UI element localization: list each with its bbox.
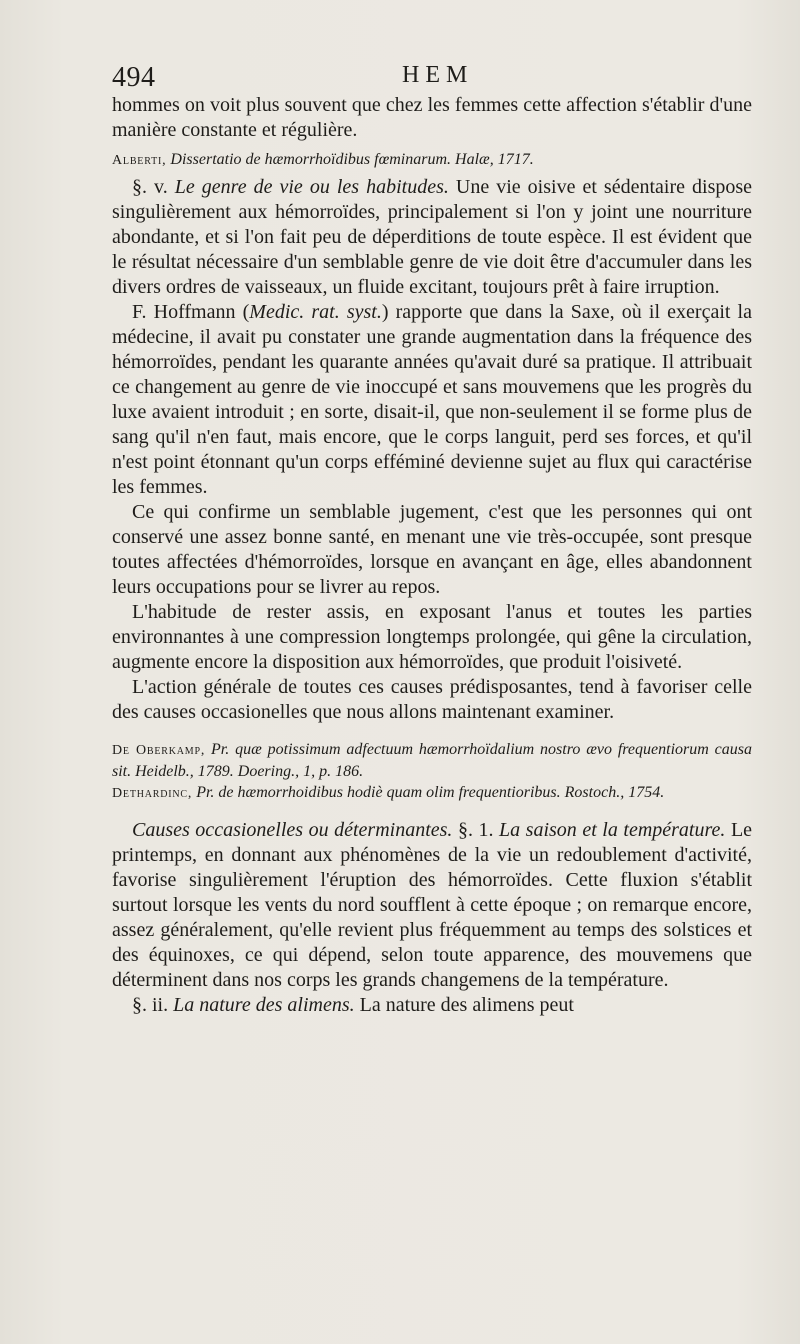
paragraph-nature-alimens [112, 993, 752, 1018]
reference-author: Alberti, [112, 153, 167, 168]
reference-author: Dethardinc, [112, 786, 193, 801]
paragraph-action-generale [112, 675, 752, 725]
paragraph-text: La nature des alimens peut [359, 994, 574, 1016]
paragraph-jugement [112, 500, 752, 600]
reference-title: Dissertatio de hæmorrhoïdibus fœminarum. Halæ, 1717. [170, 151, 534, 168]
work-title: Medic. rat. syst. [249, 301, 382, 323]
paragraph-assis [112, 600, 752, 675]
subsection-title: La saison et la température. [499, 819, 726, 841]
paragraph-lead: F. Hoffmann ( [132, 301, 250, 323]
reference-dethardinc [112, 782, 752, 804]
subsection-title: La nature des alimens. [173, 994, 355, 1016]
section-number: §. v. [132, 176, 168, 198]
reference-title: Pr. quæ potissimum adfectuum hæmorrhoïdalium nostro ævo frequentiorum causa sit. Heidelb., 1789. Doering., 1, p. 186. [112, 741, 753, 780]
references-block [112, 739, 752, 804]
paragraph-hoffmann [112, 300, 752, 500]
paragraph-text: Une vie oisive et sédentaire dispose singulièrement aux hémorroïdes, principalement si l'on y joint une nourriture abondante, et si l'on fait peu de déperditions de toute espèce. Il est évident que le résultat nécessaire d'un semblable genre de vie doit être d'accumuler dans les divers ordres de vaisseaux, un fluide excitant, toujours prêt à faire irruption. [112, 176, 753, 298]
reference-oberkamp [112, 739, 752, 782]
reference-title: Pr. de hæmorrhoidibus hodiè quam olim frequentioribus. Rostoch., 1754. [196, 784, 665, 801]
page-number: 494 [112, 62, 156, 93]
paragraph-text: ) rapporte que dans la Saxe, où il exerçait la médecine, il avait pu constater une grande augmentation dans la fréquence des hémorroïdes, pendant les quarante années qu'avait duré sa pratique. Il attribuait ce changement au genre de vie inoccupé et sans mouvemens que les progrès du luxe avaient introduit ; en sorte, disait-il, que non-seulement il se forme plus de sang qu'il n'en faut, mais encore, que le corps languit, perd ses forces, et qu'il n'est point étonnant qu'un corps efféminé devienne sujet au flux qui caractérise les femmes. [112, 301, 752, 498]
paragraph-text: L'action générale de toutes ces causes prédisposantes, tend à favoriser celle des causes occasionelles que nous allons maintenant examiner. [112, 676, 752, 723]
page-header [112, 62, 748, 96]
section-title: Le genre de vie ou les habitudes. [174, 176, 449, 198]
reference-author: De Oberkamp, [112, 743, 206, 758]
running-title: HEM [402, 62, 474, 88]
section-number: §. 1. [457, 819, 494, 841]
paragraph-genre-de-vie [112, 175, 752, 300]
paragraph-text: L'habitude de rester assis, en exposant l'anus et toutes les parties environnantes à une compression longtemps prolongée, qui gêne la circulation, augmente encore la disposition aux hémorroïdes, que produit l'oisiveté. [112, 601, 752, 673]
paragraph-continuation [112, 93, 752, 143]
section-number: §. ii. [132, 994, 169, 1016]
reference-alberti [112, 149, 752, 171]
paragraph-text: Le printemps, en donnant aux phénomènes de la vie un redoublement d'activité, favorise singulièrement l'éruption des hémorroïdes. Cette fluxion s'établit surtout lorsque les vents du nord soufflent à cette époque ; on remarque encore, assez généralement, qu'elle revient plus fréquemment au temps des solstices et des équinoxes, ce qui dépend, selon toute apparence, des mouvemens que déterminent dans nos corps les grands changemens de la température. [112, 819, 753, 991]
paragraph-text: hommes on voit plus souvent que chez les femmes cette affection s'établir d'une manière constante et régulière. [112, 94, 752, 141]
body-text [112, 93, 752, 1018]
section-title: Causes occasionelles ou déterminantes. [132, 819, 453, 841]
paragraph-text: Ce qui confirme un semblable jugement, c'est que les personnes qui ont conservé une assez bonne santé, en menant une vie très-occupée, sont presque toutes affectées d'hémorroïdes, lorsque en avançant en âge, elles abandonnent leurs occupations pour se livrer au repos. [112, 501, 752, 598]
paragraph-causes-occasionelles [112, 818, 752, 993]
